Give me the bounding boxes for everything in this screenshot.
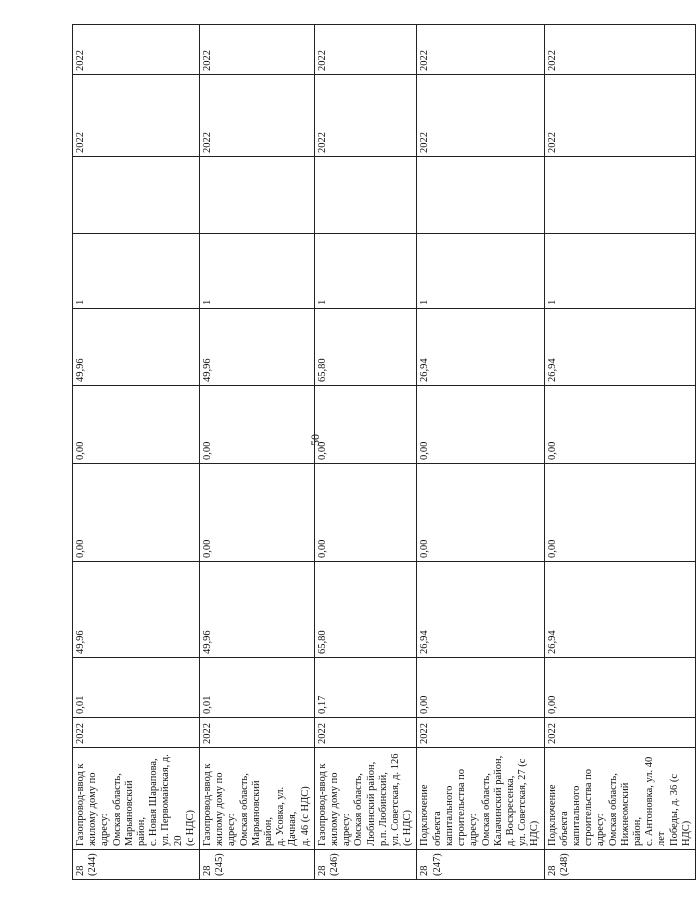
year-b-cell: 2022 bbox=[417, 75, 544, 157]
year-b-cell: 2022 bbox=[200, 75, 315, 157]
page-number: 50 bbox=[308, 434, 322, 446]
value-4-cell: 0,00 bbox=[73, 386, 200, 464]
value-5-cell: 65,80 bbox=[314, 309, 417, 386]
investment-table bbox=[72, 24, 696, 880]
value-2-cell: 65,80 bbox=[314, 562, 417, 658]
value-5-cell: 26,94 bbox=[417, 309, 544, 386]
value-1-cell: 0,00 bbox=[544, 658, 695, 718]
value-4-cell: 0,00 bbox=[200, 386, 315, 464]
value-2-cell: 49,96 bbox=[200, 562, 315, 658]
object-description-cell: Газопровод-ввод к жилому дому по адресу: Омская область, Марьяновский район, с. Новая Шарапова, ул. Первомайская, д. 20 (с НДС) bbox=[73, 748, 200, 850]
table-row bbox=[544, 25, 695, 880]
year-c-cell: 2022 bbox=[314, 25, 417, 75]
value-6-cell: 1 bbox=[417, 234, 544, 309]
year-c-cell: 2022 bbox=[200, 25, 315, 75]
table-row bbox=[73, 25, 200, 880]
value-4-cell: 0,00 bbox=[314, 386, 417, 464]
year-b-cell: 2022 bbox=[544, 75, 695, 157]
value-3-cell: 0,00 bbox=[200, 464, 315, 562]
value-7-cell bbox=[417, 157, 544, 234]
value-2-cell: 49,96 bbox=[73, 562, 200, 658]
year-b-cell: 2022 bbox=[73, 75, 200, 157]
value-6-cell: 1 bbox=[314, 234, 417, 309]
year-c-cell: 2022 bbox=[73, 25, 200, 75]
value-4-cell: 0,00 bbox=[544, 386, 695, 464]
year-a-cell: 2022 bbox=[544, 718, 695, 748]
value-1-cell: 0,00 bbox=[417, 658, 544, 718]
value-3-cell: 0,00 bbox=[73, 464, 200, 562]
object-description-cell: Газопровод-ввод к жилому дому по адресу: Омская область, Марьяновский район, д. Усовка, ул. Дачная, д. 46 (с НДС) bbox=[200, 748, 315, 850]
value-2-cell: 26,94 bbox=[417, 562, 544, 658]
value-7-cell bbox=[314, 157, 417, 234]
table-row bbox=[200, 25, 315, 880]
value-7-cell bbox=[544, 157, 695, 234]
value-5-cell: 49,96 bbox=[73, 309, 200, 386]
object-description-cell: Подключение объекта капитального строительства по адресу: Омская область, Нижнеомский район, с. Антоновка, ул. 40 лет Победы, д. 36 (с НДС) bbox=[544, 748, 695, 850]
value-2-cell: 26,94 bbox=[544, 562, 695, 658]
table-body bbox=[73, 25, 696, 880]
value-1-cell: 0,01 bbox=[200, 658, 315, 718]
year-b-cell: 2022 bbox=[314, 75, 417, 157]
year-c-cell: 2022 bbox=[544, 25, 695, 75]
row-number-cell: 28 (245) bbox=[200, 850, 315, 880]
rotated-table-wrapper bbox=[72, 25, 692, 880]
value-6-cell: 1 bbox=[73, 234, 200, 309]
value-4-cell: 0,00 bbox=[417, 386, 544, 464]
row-number-cell: 28 (246) bbox=[314, 850, 417, 880]
value-5-cell: 26,94 bbox=[544, 309, 695, 386]
year-a-cell: 2022 bbox=[417, 718, 544, 748]
value-5-cell: 49,96 bbox=[200, 309, 315, 386]
value-7-cell bbox=[200, 157, 315, 234]
year-a-cell: 2022 bbox=[200, 718, 315, 748]
row-number-cell: 28 (244) bbox=[73, 850, 200, 880]
value-3-cell: 0,00 bbox=[544, 464, 695, 562]
value-6-cell: 1 bbox=[200, 234, 315, 309]
value-3-cell: 0,00 bbox=[314, 464, 417, 562]
value-1-cell: 0,17 bbox=[314, 658, 417, 718]
value-1-cell: 0,01 bbox=[73, 658, 200, 718]
value-7-cell bbox=[73, 157, 200, 234]
year-c-cell: 2022 bbox=[417, 25, 544, 75]
table-row bbox=[314, 25, 417, 880]
object-description-cell: Газопровод-ввод к жилому дому по адресу: Омская область, Любинский район, р.п. Любинский, ул. Советская, д. 126 (с НДС) bbox=[314, 748, 417, 850]
year-a-cell: 2022 bbox=[314, 718, 417, 748]
year-a-cell: 2022 bbox=[73, 718, 200, 748]
object-description-cell: Подключение объекта капитального строительства по адресу: Омская область, Калачинский район, д. Воскресенка, ул. Советская, 27 (с НДС) bbox=[417, 748, 544, 850]
table-row bbox=[417, 25, 544, 880]
value-3-cell: 0,00 bbox=[417, 464, 544, 562]
row-number-cell: 28 (248) bbox=[544, 850, 695, 880]
row-number-cell: 28 (247) bbox=[417, 850, 544, 880]
value-6-cell: 1 bbox=[544, 234, 695, 309]
